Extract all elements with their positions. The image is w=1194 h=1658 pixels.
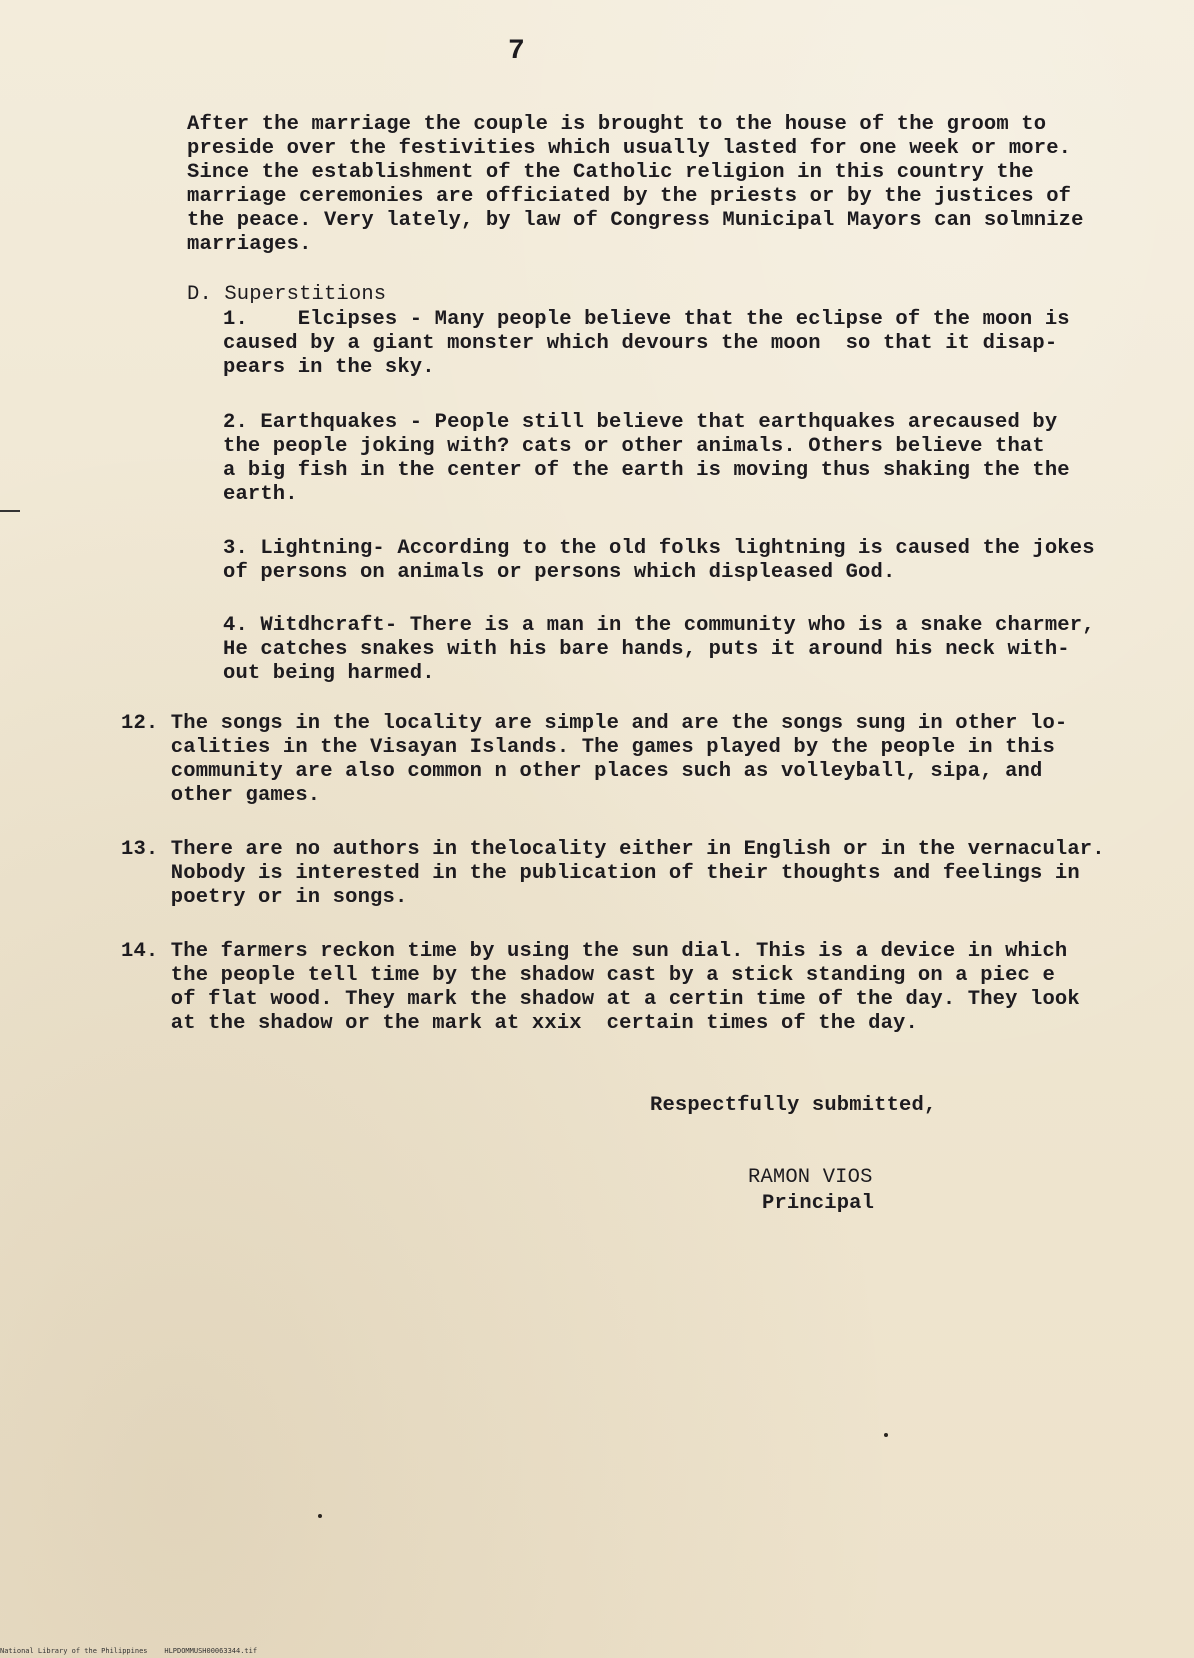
earthquakes-line-4: earth. [223,483,298,506]
scan-edge-mark [0,510,20,512]
item-14-line-3: of flat wood. They mark the shadow at a certin time of the day. They look [121,988,1080,1011]
earthquakes-line-2: the people joking with? cats or other animals. Others believe that [223,435,1045,458]
item-12-line-1: 12. The songs in the locality are simple and are the songs sung in other lo- [121,712,1068,735]
scan-speck [318,1514,322,1518]
page-number: 7 [508,36,525,67]
eclipses-line-2: caused by a giant monster which devours the moon so that it disap- [223,332,1058,355]
archive-footer: National Library of the Philippines HLPDOMMUSH00063344.tif [0,1647,258,1655]
paragraph-1-line-4: marriage ceremonies are officiated by the priests or by the justices of [187,185,1072,208]
witchcraft-line-3: out being harmed. [223,662,435,685]
item-14-line-1: 14. The farmers reckon time by using the sun dial. This is a device in which [121,940,1068,963]
paragraph-1-line-6: marriages. [187,233,312,256]
superstitions-heading: D. Superstitions [187,283,387,306]
lightning-line-2: of persons on animals or persons which displeased God. [223,561,896,584]
item-14-line-4: at the shadow or the mark at xxix certain times of the day. [121,1012,918,1035]
closing-text: Respectfully submitted, [650,1094,937,1117]
witchcraft-line-2: He catches snakes with his bare hands, puts it around his neck with- [223,638,1070,661]
lightning-line-1: 3. Lightning- According to the old folks lightning is caused the jokes [223,537,1095,560]
eclipses-line-1: 1. Elcipses - Many people believe that the eclipse of the moon is [223,308,1070,331]
signature-name: RAMON VIOS [748,1166,873,1189]
item-12-line-4: other games. [121,784,321,807]
paragraph-1-line-2: preside over the festivities which usually lasted for one week or more. [187,137,1072,160]
item-13-line-2: Nobody is interested in the publication of their thoughts and feelings in [121,862,1080,885]
eclipses-line-3: pears in the sky. [223,356,435,379]
scan-speck [884,1433,888,1437]
earthquakes-line-3: a big fish in the center of the earth is moving thus shaking the the [223,459,1070,482]
paragraph-1-line-3: Since the establishment of the Catholic religion in this country the [187,161,1034,184]
witchcraft-line-1: 4. Witdhcraft- There is a man in the community who is a snake charmer, [223,614,1095,637]
paragraph-1-line-5: the peace. Very lately, by law of Congress Municipal Mayors can solmnize [187,209,1084,232]
item-12-line-3: community are also common n other places such as volleyball, sipa, and [121,760,1043,783]
earthquakes-line-1: 2. Earthquakes - People still believe that earthquakes arecaused by [223,411,1058,434]
paragraph-1-line-1: After the marriage the couple is brought to the house of the groom to [187,113,1047,136]
item-14-line-2: the people tell time by the shadow cast by a stick standing on a piec e [121,964,1055,987]
item-12-line-2: calities in the Visayan Islands. The games played by the people in this [121,736,1055,759]
item-13-line-3: poetry or in songs. [121,886,408,909]
item-13-line-1: 13. There are no authors in thelocality either in English or in the vernacular. [121,838,1105,861]
signature-title: Principal [762,1192,875,1215]
